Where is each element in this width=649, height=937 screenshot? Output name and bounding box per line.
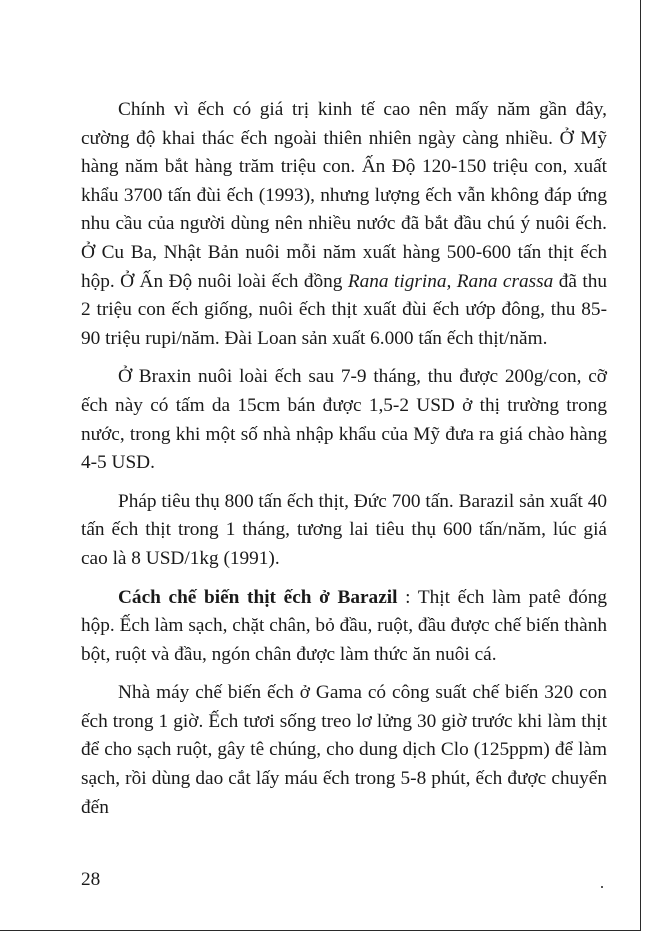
paragraph-gama-factory xyxy=(81,679,607,822)
paragraph-brazil-farming xyxy=(81,363,607,477)
page-edge-right xyxy=(640,0,641,930)
species-name-italic: Rana tigrina, Rana crassa xyxy=(347,270,554,292)
text-segment: : Thịt ếch làm patê đóng hộp. Ếch làm sạch, chặt chân, bỏ đầu, ruột, đầu được chế biến thành bột, ruột và đầu, ngón chân được làm thức ăn nuôi cá. xyxy=(81,586,607,665)
text-segment: Ở Braxin nuôi loài ếch sau 7-9 tháng, thu được 200g/con, cỡ ếch này có tấm da 15cm bán được 1,5-2 USD ở thị trường trong nước, trong khi một số nhà nhập khẩu của Mỹ đưa ra giá chào hàng 4-5 USD. xyxy=(81,366,607,474)
scan-speck xyxy=(601,886,603,888)
page-edge-bottom xyxy=(0,930,641,931)
text-segment: Nhà máy chế biến ếch ở Gama có công suất chế biến 320 con ếch trong 1 giờ. Ếch tươi sống treo lơ lửng 30 giờ trước khi làm thịt để cho sạch ruột, gây tê chúng, cho dung dịch Clo (125ppm) để làm sạch, rồi dùng dao cắt lấy máu ếch trong 5-8 phút, ếch được chuyển đến xyxy=(81,682,607,818)
page-number: 28 xyxy=(81,869,101,890)
section-heading-bold: Cách chế biến thịt ếch ở Barazil xyxy=(118,586,398,608)
paragraph-consumption xyxy=(81,488,607,574)
text-segment: Pháp tiêu thụ 800 tấn ếch thịt, Đức 700 tấn. Barazil sản xuất 40 tấn ếch thịt trong 1 tháng, tương lai tiêu thụ 600 tấn/năm, lúc giá cao là 8 USD/1kg (1991). xyxy=(81,490,607,569)
paragraph-frog-trade-overview xyxy=(81,96,607,353)
paragraph-processing-method xyxy=(81,584,607,670)
body-text xyxy=(81,96,607,832)
text-segment: đã thu 2 triệu con ếch giống, nuôi ếch thịt xuất đùi ếch ướp đông, thu 85-90 triệu rupi/năm. Đài Loan sản xuất 6.000 tấn ếch thịt/năm. xyxy=(81,270,608,349)
text-segment: Chính vì ếch có giá trị kinh tế cao nên mấy năm gần đây, cường độ khai thác ếch ngoài thiên nhiên ngày càng nhiều. Ở Mỹ hàng năm bắt hàng trăm triệu con. Ấn Độ 120-150 triệu con, xuất khẩu 3700 tấn đùi ếch (1993), nhưng lượng ếch vẫn không đáp ứng nhu cầu của người dùng nên nhiều nước đã bắt đầu chú ý nuôi ếch. Ở Cu Ba, Nhật Bản nuôi mỗi năm xuất hàng 500-600 tấn thịt ếch hộp. Ở Ấn Độ nuôi loài ếch đồng xyxy=(81,99,607,292)
